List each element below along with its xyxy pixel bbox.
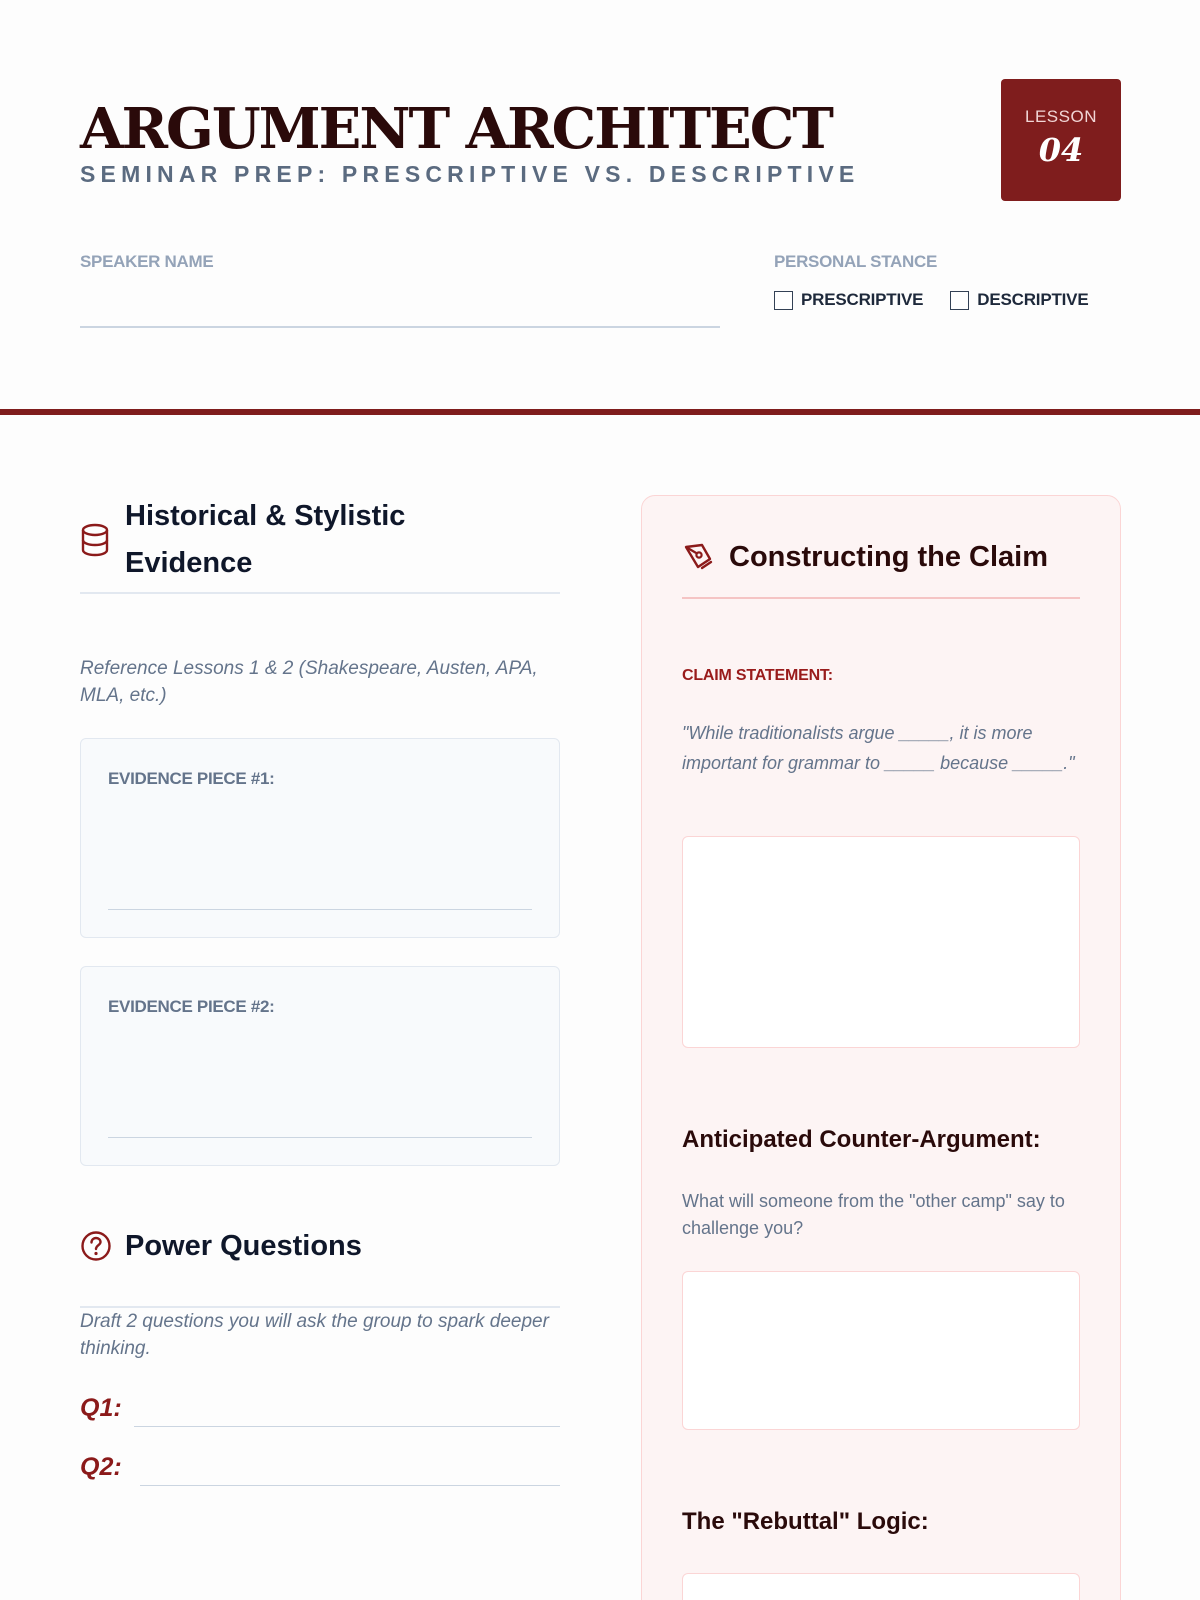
speaker-name-label: SPEAKER NAME bbox=[80, 252, 214, 271]
question-2-label: Q2: bbox=[80, 1453, 122, 1481]
header-divider bbox=[0, 409, 1200, 415]
evidence-piece-1-label: EVIDENCE PIECE #1: bbox=[108, 769, 275, 788]
claim-title: Constructing the Claim bbox=[729, 540, 1049, 573]
evidence-piece-2-label: EVIDENCE PIECE #2: bbox=[108, 997, 275, 1016]
question-row-2[interactable] bbox=[80, 1446, 560, 1486]
question-1-label: Q1: bbox=[80, 1394, 122, 1422]
worksheet-header bbox=[80, 79, 1120, 409]
lesson-number: 04 bbox=[1038, 131, 1084, 169]
question-1-line[interactable] bbox=[134, 1426, 560, 1428]
counter-argument-title: Anticipated Counter-Argument: bbox=[682, 1126, 1041, 1153]
evidence-title-line2: Evidence bbox=[125, 547, 253, 579]
evidence-divider bbox=[80, 592, 560, 594]
prescriptive-label: PRESCRIPTIVE bbox=[801, 290, 924, 309]
page-title: ARGUMENT ARCHITECT bbox=[80, 96, 832, 162]
prescriptive-checkbox[interactable] bbox=[774, 291, 793, 310]
claim-heading bbox=[682, 536, 1080, 578]
questions-title: Power Questions bbox=[125, 1229, 362, 1262]
database-icon bbox=[80, 523, 125, 557]
evidence-heading bbox=[80, 495, 560, 585]
claim-statement-label: CLAIM STATEMENT: bbox=[682, 667, 833, 684]
evidence-piece-2-line bbox=[108, 1137, 532, 1139]
counter-argument-box[interactable] bbox=[682, 1271, 1080, 1430]
descriptive-checkbox[interactable] bbox=[950, 291, 969, 310]
lesson-badge bbox=[1001, 79, 1121, 201]
descriptive-label: DESCRIPTIVE bbox=[977, 290, 1089, 309]
questions-heading bbox=[80, 1226, 362, 1266]
evidence-column bbox=[80, 495, 560, 1481]
claim-statement-box[interactable] bbox=[682, 836, 1080, 1048]
rebuttal-box[interactable] bbox=[682, 1573, 1080, 1600]
rebuttal-title: The "Rebuttal" Logic: bbox=[682, 1508, 929, 1535]
question-row-1[interactable] bbox=[80, 1387, 560, 1427]
evidence-piece-1-line bbox=[108, 909, 532, 911]
stance-option-prescriptive[interactable] bbox=[774, 290, 923, 310]
claim-divider bbox=[682, 597, 1080, 599]
evidence-box-1[interactable] bbox=[80, 738, 560, 938]
stance-option-descriptive[interactable] bbox=[950, 290, 1088, 310]
question-2-line[interactable] bbox=[140, 1485, 560, 1487]
evidence-box-2[interactable] bbox=[80, 966, 560, 1166]
lesson-label: LESSON bbox=[1025, 107, 1097, 126]
speaker-name-field[interactable] bbox=[80, 326, 720, 328]
evidence-hint: Reference Lessons 1 & 2 (Shakespeare, Austen, APA, MLA, etc.) bbox=[80, 658, 538, 706]
questions-hint: Draft 2 questions you will ask the group to spark deeper thinking. bbox=[80, 1311, 549, 1359]
evidence-title-line1: Historical & Stylistic bbox=[125, 500, 406, 532]
counter-argument-hint: What will someone from the "other camp" say to challenge you? bbox=[682, 1191, 1065, 1238]
personal-stance-label: PERSONAL STANCE bbox=[774, 252, 938, 271]
stance-options bbox=[774, 290, 1115, 310]
claim-template: "While traditionalists argue _____, it is more important for grammar to _____ because _____." bbox=[682, 723, 1075, 773]
page-subtitle: SEMINAR PREP: PRESCRIPTIVE VS. DESCRIPTIVE bbox=[80, 161, 860, 187]
evidence-title bbox=[125, 493, 405, 587]
pen-nib-icon bbox=[682, 541, 729, 573]
claim-card bbox=[641, 495, 1121, 1600]
question-circle-icon bbox=[80, 1230, 125, 1262]
